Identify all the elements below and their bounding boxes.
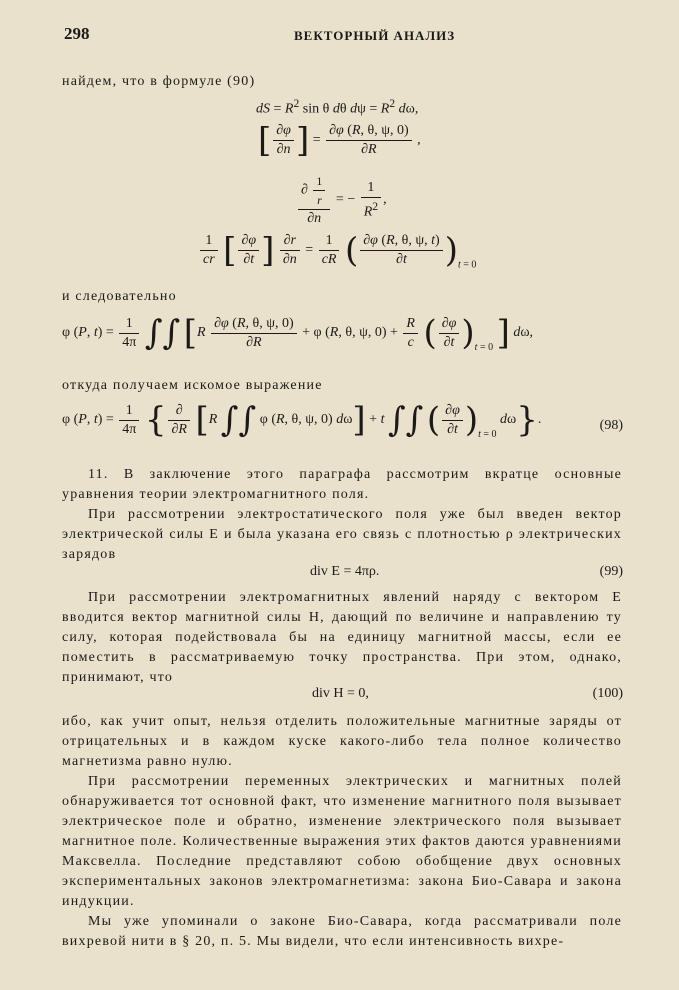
- equation-time-derivative: $\frac{1}{cr}$ [ $\frac{\partial\varphi}{\partial t}$ ] $\frac{\partial r}{\partial n}$ = $\frac{1}{cR}$ ( $\frac{\partial\varphi (R, \theta, \psi, t)}{\partial t}$ )$_{t = 0}$: [198, 232, 476, 271]
- page-number: 298: [64, 24, 90, 43]
- paragraph-magnetic: При рассмотрении электромагнитных явлений наряду с вектором E вводится вектор магнитной силы H, дающий по величине и направлению ту силу, которая подействовала бы на единицу магнитной массы, если ее поместить в рассматриваемую точку пространства. При этом, однако, принимают, что: [62, 590, 622, 685]
- equation-number-100: (100): [592, 686, 623, 701]
- equation-phi-integral: φ (P, t) = $\frac{1}{4\pi}$ ∫∫ [R $\frac{\partial\varphi (R, \theta, \psi, 0)}{\partial R}$ + φ (R, θ, ψ, 0) + $\frac{R}{c}$ ( $\frac{\partial\varphi}{\partial t}$ )$_{t = 0}$ ] dω,: [62, 313, 534, 354]
- paragraph-intro: найдем, что в формуле (90): [62, 74, 256, 89]
- equation-ds: dS = $R^2$ sin θ dθ $d\psi = R^2$ dω,: [256, 97, 419, 117]
- equation-div-h: div H = 0,: [312, 686, 369, 701]
- equation-div-e: div E = 4πρ.: [310, 564, 380, 579]
- paragraph-section-11: 11. В заключение этого параграфа рассмотрим вкратце основные уравнения теории электромагнитного поля.: [62, 467, 622, 502]
- paragraph-whence: откуда получаем искомое выражение: [62, 378, 323, 393]
- equation-inverse-r: ∂ $\frac{1}{r}$ ∂n = − $\frac{1}{R^2}$ ,: [296, 172, 387, 228]
- paragraph-magnetic-charges: ибо, как учит опыт, нельзя отделить положительные магнитные заряды от отрицательных и в каждом куске какого-либо тела полное количество магнетизма равно нулю.: [62, 714, 622, 769]
- paragraph-consequently: и следовательно: [62, 289, 177, 304]
- paragraph-maxwell: При рассмотрении переменных электрических и магнитных полей обнаруживается тот основной факт, что изменение магнитного поля вызывает электрическое поле и обратно, изменение электрического поля вызывает магнитное поле. Количественные выражения этих фактов даются уравнениями Максвелла. Последние представляют собою обобщение двух основных экспериментальных законов электромагнетизма: закона Био-Савара и закона индукции.: [62, 774, 622, 909]
- equation-number-98: (98): [599, 418, 623, 433]
- equation-number-99: (99): [599, 564, 623, 579]
- equation-98: φ (P, t) = $\frac{1}{4\pi}$ { ∂ ∂R [R ∫∫ φ (R, θ, ψ, 0) dω] + t ∫∫ ( $\frac{\partial\varphi}{\partial t}$ )$_{t = 0}$ dω}.: [62, 400, 542, 441]
- running-title: ВЕКТОРНЫЙ АНАЛИЗ: [294, 28, 456, 43]
- page-header: [64, 18, 624, 46]
- equation-normal-derivative: [ $\frac{\partial\varphi}{\partial n}$ ] = $\frac{\partial\varphi (R, \theta, \psi, 0)}{\partial R}$ ,: [258, 120, 421, 161]
- paragraph-biot-savart: Мы уже упоминали о законе Био-Савара, когда рассматривали поле вихревой нити в § 20, п. 5. Мы видели, что если интенсивность вихре-: [62, 914, 622, 949]
- paragraph-electrostatic: При рассмотрении электростатического поля уже был введен вектор электрической силы E и была указана его связь с плотностью ρ электрических зарядов: [62, 507, 622, 562]
